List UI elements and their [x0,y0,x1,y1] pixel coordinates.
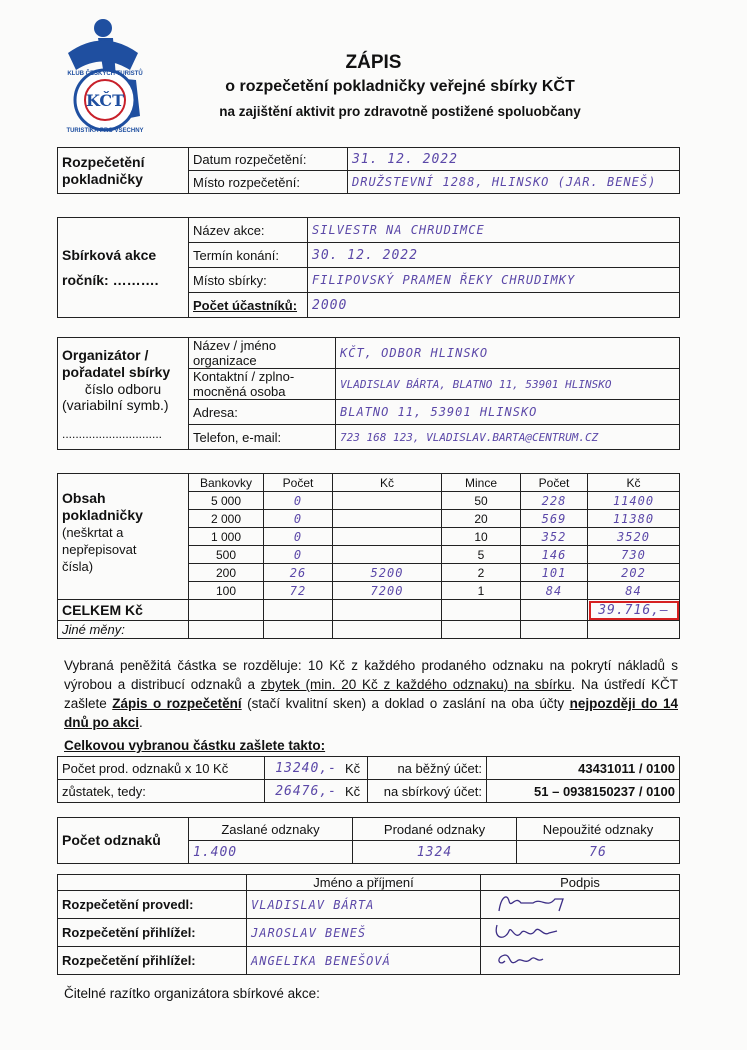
organizer-contact-value[interactable]: VLADISLAV BÁRTA, BLATNO 11, 53901 HLINSKO [336,369,680,400]
coin-sum[interactable]: 84 [588,582,680,600]
transfer-row2-account-label: na sbírkový účet: [368,780,487,803]
organizer-label-2: pořadatel sbírky [62,363,171,380]
instructions-text-2: . Na ústředí KČT zašlete [64,677,678,711]
contents-table [57,473,680,639]
organizer-dots: .............................. [62,426,163,441]
instructions-bold-2: nejpozději do 14 dnů po akci [64,696,678,730]
col-header-count-2: Počet [521,474,588,492]
contents-label-cell [58,474,189,600]
contents-label-2: pokladničky [62,507,143,523]
coin-sum[interactable]: 202 [588,564,680,582]
banknote-count[interactable]: 26 [264,564,333,582]
coin-value: 1 [442,582,521,600]
signature-field[interactable] [481,919,680,947]
coin-count[interactable]: 352 [521,528,588,546]
organizer-label-4: (variabilní symb.) [62,396,169,413]
banknote-count[interactable]: 72 [264,582,333,600]
svg-text:KČT: KČT [85,91,125,110]
contents-label-1: Obsah [62,490,106,506]
transfer-row2-currency: Kč [341,780,368,803]
signature-name[interactable]: VLADISLAV BÁRTA [247,891,481,919]
instructions-text-1: Vybraná peněžitá částka se rozděluje: 10 Kč z každého prodaného odznaku na pokrytí nákladů s výrobou a distribucí odznaků a [64,658,678,692]
signature-role: Rozpečetění přihlížel: [58,919,247,947]
signature-name[interactable]: ANGELIKA BENEŠOVÁ [247,947,481,975]
coin-count[interactable]: 569 [521,510,588,528]
coin-value: 20 [442,510,521,528]
badges-unused-label: Nepoužité odznaky [517,818,680,841]
transfer-row1-currency: Kč [341,757,368,780]
badges-label: Počet odznaků [58,818,189,864]
event-count-label: Počet účastníků: [189,293,308,318]
transfer-row2-value[interactable]: 26476,- [265,780,342,803]
banknote-value: 100 [189,582,264,600]
coin-sum[interactable]: 11380 [588,510,680,528]
banknote-sum[interactable]: 7200 [333,582,442,600]
col-header-coins: Mince [442,474,521,492]
banknote-sum[interactable] [333,546,442,564]
signature-graphic [485,919,605,943]
contents-label-5: čísla) [62,559,94,574]
opening-date-label: Datum rozpečetění: [189,148,348,171]
signature-role: Rozpečetění provedl: [58,891,247,919]
badges-table [57,817,680,864]
coin-count[interactable]: 146 [521,546,588,564]
col-header-czk-2: Kč [588,474,680,492]
document-subtitle-2: na zajištění aktivit pro zdravotně postižené spoluobčany [219,104,581,119]
signature-graphic [485,891,605,915]
coin-sum[interactable]: 730 [588,546,680,564]
badges-unused-value[interactable]: 76 [517,841,680,864]
banknote-value: 2 000 [189,510,264,528]
banknote-count[interactable]: 0 [264,510,333,528]
opening-label: Rozpečetění pokladničky [58,148,189,194]
signatures-sign-header: Podpis [481,875,680,891]
event-name-value[interactable]: SILVESTR NA CHRUDIMCE [308,218,680,243]
transfer-row2-label: zůstatek, tedy: [58,780,265,803]
transfer-row1-account: 43431011 / 0100 [487,757,680,780]
signature-graphic [485,947,605,971]
coin-value: 2 [442,564,521,582]
transfer-row1-label: Počet prod. odznaků x 10 Kč [58,757,265,780]
instructions-underlined: zbytek (min. 20 Kč z každého odznaku) na sbírku [260,677,572,692]
event-label-cell [58,218,189,318]
col-header-banknotes: Bankovky [189,474,264,492]
event-count-value[interactable]: 2000 [308,293,680,318]
other-currencies-label: Jiné měny: [58,621,189,639]
event-date-value[interactable]: 30. 12. 2022 [308,243,680,268]
banknote-count[interactable]: 0 [264,492,333,510]
banknote-sum[interactable] [333,492,442,510]
coin-sum[interactable]: 3520 [588,528,680,546]
signature-field[interactable] [481,947,680,975]
total-value[interactable]: 39.716,— [588,600,680,621]
organizer-table [57,337,680,450]
signature-field[interactable] [481,891,680,919]
svg-text:KLUB ČESKÝCH TURISTŮ: KLUB ČESKÝCH TURISTŮ [67,71,143,77]
organizer-label-cell [58,338,189,450]
opening-date-value[interactable]: 31. 12. 2022 [348,148,680,171]
coin-value: 50 [442,492,521,510]
document-title: ZÁPIS [345,52,402,73]
coin-count[interactable]: 101 [521,564,588,582]
col-header-count: Počet [264,474,333,492]
contents-label-4: nepřepisovat [62,542,137,557]
stamp-label: Čitelné razítko organizátora sbírkové akce: [64,986,320,1001]
organizer-address-label: Adresa: [189,400,336,425]
table-row [58,891,680,919]
document-subtitle: o rozpečetění pokladničky veřejné sbírky KČT [225,78,575,95]
organizer-phone-value[interactable]: 723 168 123, VLADISLAV.BARTA@CENTRUM.CZ [336,425,680,450]
event-label: Sbírková akce [62,246,157,263]
transfer-row1-account-label: na běžný účet: [368,757,487,780]
opening-place-value[interactable]: DRUŽSTEVNÍ 1288, HLINSKO (JAR. BENEŠ) [348,171,680,194]
banknote-count[interactable]: 0 [264,528,333,546]
instructions-text-4: . [139,715,143,730]
banknote-value: 5 000 [189,492,264,510]
badges-sold-value[interactable]: 1324 [353,841,517,864]
transfer-row1-value[interactable]: 13240,- [265,757,342,780]
instructions-bold-1: Zápis o rozpečetění [112,696,242,711]
event-name-label: Název akce: [189,218,308,243]
signature-name[interactable]: JAROSLAV BENEŠ [247,919,481,947]
contents-label-3: (neškrtat a [62,525,124,540]
badges-sold-label: Prodané odznaky [353,818,517,841]
event-place-value[interactable]: FILIPOVSKÝ PRAMEN ŘEKY CHRUDIMKY [308,268,680,293]
coin-count[interactable]: 84 [521,582,588,600]
organizer-name-label: Název / jméno organizace [189,338,336,369]
table-row [58,947,680,975]
banknote-value: 1 000 [189,528,264,546]
total-label: CELKEM Kč [58,600,189,621]
transfer-row2-account: 51 – 0938150237 / 0100 [487,780,680,803]
event-place-label: Místo sbírky: [189,268,308,293]
event-date-label: Termín konání: [189,243,308,268]
organizer-address-value[interactable]: BLATNO 11, 53901 HLINSKO [336,400,680,425]
transfer-heading: Celkovou vybranou částku zašlete takto: [64,738,326,753]
event-table [57,217,680,318]
signature-role: Rozpečetění přihlížel: [58,947,247,975]
banknote-sum[interactable]: 5200 [333,564,442,582]
coin-value: 5 [442,546,521,564]
banknote-sum[interactable] [333,510,442,528]
banknote-value: 200 [189,564,264,582]
instructions-paragraph [64,656,678,732]
signatures-table [57,874,680,975]
instructions-text-3: (stačí kvalitní sken) a doklad o zaslání na oba účty [241,696,570,711]
opening-place-label: Místo rozpečetění: [189,171,348,194]
banknote-sum[interactable] [333,528,442,546]
organizer-label-3: číslo odboru [84,380,162,397]
coin-sum[interactable]: 11400 [588,492,680,510]
organizer-label-1: Organizátor / [62,346,149,363]
signatures-name-header: Jméno a příjmení [247,875,481,891]
col-header-czk: Kč [333,474,442,492]
transfer-table [57,756,680,803]
badges-sent-label: Zaslané odznaky [189,818,353,841]
opening-table [57,147,680,194]
banknote-count[interactable]: 0 [264,546,333,564]
event-year-label: ročník: ………. [62,271,159,288]
organizer-phone-label: Telefon, e-mail: [189,425,336,450]
table-row [58,919,680,947]
banknote-value: 500 [189,546,264,564]
coin-count[interactable]: 228 [521,492,588,510]
coin-value: 10 [442,528,521,546]
organizer-name-value[interactable]: KČT, ODBOR HLINSKO [336,338,680,369]
svg-text:TURISTIKA PRO VŠECHNY: TURISTIKA PRO VŠECHNY [66,128,144,134]
badges-sent-value[interactable]: 1.400 [189,841,353,864]
organizer-contact-label: Kontaktní / zplno-mocněná osoba [189,369,336,400]
